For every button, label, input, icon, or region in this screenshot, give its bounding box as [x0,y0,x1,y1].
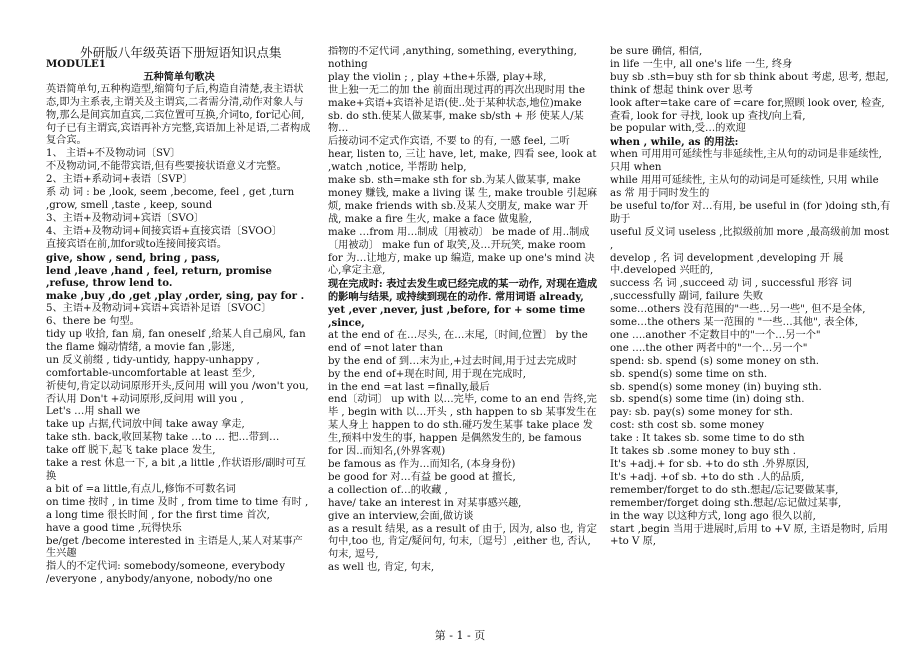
text-line: pay: sb. pay(s) some money for sth. [610,407,793,419]
text-line: as 常 用于同时发生的 [610,187,710,199]
text-line: 后接动词不定式作宾语, 不要 to 的有, 一感 feel, 二听 hear, listen to, 三让 have, let, make, 四看 see, look at ,watch ,notice, 半帮助 help, [328,136,597,174]
text-line: 1、 主语+不及物动词〔SV〕 [46,148,181,160]
text-line: 英语简单句,五种构造型,缩简句子后,构造自清楚,表主语状态,即为主系表,主谓关及主谓宾,二者需分清,动作对象人与物,那么是间宾加直宾,二宾位置可互换,介词to, for记心间,句子已有主谓宾,宾语再补方完整,宾语加上补足语,二者构成复合宾。 [46,83,311,147]
text-line: be useful to/for 对…有用, be useful in (for )doing sth,有助于 [610,200,891,225]
text-line: take off 脱下,起飞 take place 发生, [46,445,216,457]
text-line: while 用用可延续性, 主从句的动词是可延续性, 只用 while [610,175,879,187]
text-line: one ….the other 两者中的"一个…另一个" [610,342,808,354]
text-line: sb. spend(s) some money (in) buying sth. [610,381,822,393]
text-line: 直接宾语在前,加for或to连接间接宾语。 [46,238,228,250]
text-line: 现在完成时: 表过去发生或已经完成的某一动作, 对现在造成的影响与结果, 或持续到现在的动作. 常用词语 already, yet ,ever ,never, just ,before, for + some time ,since, [328,278,598,330]
text-line: have/ take an interest in 对某事感兴趣, [328,497,522,509]
text-line: when , while, as 的用法: [610,136,739,149]
text-line: by the end of+现在时间, 用于现在完成时, [328,368,527,380]
text-line: 4、主语+及物动词+间接宾语+直接宾语〔SVOO〕 [46,225,283,237]
text-line: remember/forget doing sth.想起/忘记做过某事, [610,497,842,509]
text-line: take up 占据,代词放中间 take away 拿走, [46,419,245,431]
text-line: be sure 确信, 相信, [610,46,703,57]
document-title: 外研版八年级英语下册短语知识点集 [80,45,282,60]
text-line: success 名 词 ,succeed 动 词 , successful 形容 词 ,successfully 副词, failure 失败 [610,278,852,303]
text-line: as well 也, 肯定, 句末, [328,562,435,574]
text-line: 5、主语+及物动词+宾语+宾语补足语〔SVOC〕 [46,303,272,315]
text-line: have a good time ,玩得快乐 [46,522,182,534]
text-line: make …from 用…制成〔用被动〕 be made of 用..制成〔用被动〕 make fun of 取笑,及…开玩笑, make room for 为…让地方, make up 编造, make up one's mind 决心,拿定主意, [328,226,595,277]
text-line: make+宾语+宾语补足语(使..处于某种状态,地位)make sb. do sth.使某人做某事, make sb/sth + 形 使某人/某物… [328,97,584,135]
text-line: when 可用用可延续性与非延续性,主从句的动词是非延续性,只用 when [610,149,882,174]
text-line: 2、主语+系动词+表语〔SVP〕 [46,174,193,186]
text-line: 五种简单句歌决 [143,70,215,83]
text-line: in the end =at last =finally,最后 [328,381,490,393]
column-left [46,58,312,618]
text-line: some…the others 某一范围的 "一些…其他", 表全体, [610,317,859,329]
text-line: 指物的不定代词 ,anything, something, everything, nothing [328,46,577,70]
text-line: 不及物动词,不能带宾语,但有些要接状语意义才完整。 [46,161,287,173]
text-line: play the violin ; , play +the+乐器, play+球, [328,71,547,83]
text-line: make sb. sth=make sth for sb.为某人做某事, make money 赚钱, make a living 谋 生, make trouble 引起麻烦, make friends with sb.及某人交朋友, make war 开战, make a fire 生火, make a face 做鬼脸, [328,175,598,225]
text-line: Let's …用 shall we [46,406,141,418]
text-line: be popular with,受…的欢迎 [610,123,746,135]
text-line: a long time 很长时间 , for the first time 首次, [46,509,270,521]
text-line: start ,begin 当用于进展时,后用 to +V 原, 主语是物时, 后用+to V 原, [610,523,888,548]
text-line: 6、there be 句型。 [46,316,140,328]
text-line: take : It takes sb. some time to do sth [610,433,805,445]
text-line: remember/forget to do sth.想起/忘记要做某事, [610,484,839,496]
text-line: develop , 名 词 development ,developing 开 展 中.developed 兴旺的, [610,252,844,277]
column-right [610,46,892,606]
text-line: make ,buy ,do ,get ,play ,order, sing, pay for . [46,290,305,303]
text-line: give, show , send, bring , pass, [46,251,220,264]
text-line: at the end of 在…尽头, 在…末尾,〔时间,位置〕 by the end of =not later than [328,329,588,354]
text-line: tidy up 收拾, fan 扇, fan oneself ,给某人自己扇风, fan the flame 煽动情绪, a movie fan ,影迷, [46,329,306,353]
text-line: one ….another 不定数目中的"一个…另一个" [610,329,821,341]
text-line: in the way 以这种方式, long ago 很久以前, [610,510,816,522]
text-line: 指人的不定代词: somebody/someone, everybody /everyone , anybody/anyone, nobody/no one [46,561,286,586]
text-line: take a rest 休息一下, a bit ,a little ,作状语形/副时可互换 [46,458,306,482]
text-line: 祈使句,肯定以动词原形开头,反问用 will you /won't you,否认用 Don't +动词原形,反问用 will you , [46,380,309,405]
text-line: a bit of =a little,有点儿,修饰不可数名词 [46,483,236,495]
text-line: useful 反义词 useless ,比拟级前加 more ,最高级前加 most , [610,226,890,251]
text-line: It's +adj. +of sb. +to do sth .人的品质, [610,471,805,483]
text-line: some…others 没有范围的"一些…另一些", 但不是全体, [610,304,866,316]
text-line: It's +adj.+ for sb. +to do sth .外界原因, [610,459,810,470]
text-line: in life 一生中, all one's life 一生, 终身 [610,58,793,70]
text-line: sb. spend(s) some time on sth. [610,368,768,380]
text-line: take sth. back,收回某物 take …to … 把…带到… [46,432,280,444]
page-number: 第 - 1 - 页 [434,629,486,642]
text-line: end〔动词〕 up with 以…完毕, come to an end 告终,完毕 , begin with 以…开头 , sth happen to sb 某事发生在某人身上 happen to do sth.碰巧发生某事 take place 发生,预料中发生的事, happen 是偶然发生的, be famous for 因..而知名,(外界客观) [328,394,597,458]
text-line: 系 动 词 : be ,look, seem ,become, feel , get ,turn ,grow, smell ,taste , keep, sound [46,187,295,211]
column-middle [328,46,598,606]
text-line: give an interview,会面,做访谈 [328,510,474,522]
text-line: 世上独一无二的加 the 前面出现过再的再次出现时用 the [328,84,586,96]
text-line: spend: sb. spend (s) some money on sth. [610,355,819,367]
text-line: 3、主语+及物动词+宾语〔SVO〕 [46,212,205,224]
text-line: a collection of…的收藏 , [328,484,448,496]
text-line: cost: sth cost sb. some money [610,420,765,432]
text-line: lend ,leave ,hand , feel, return, promise ,refuse, throw lend to. [46,264,272,290]
text-line: It takes sb .some money to buy sth . [610,446,796,458]
text-line: MODULE1 [46,58,106,70]
text-line: be good for 对…有益 be good at 擅长, [328,471,516,483]
text-line: on time 按时 , in time 及时 , from time to time 有时 , [46,496,309,508]
text-line: sb. spend(s) some time (in) doing sth. [610,394,805,406]
text-line: un 反义前缀 , tidy-untidy, happy-unhappy , comfortable-uncomfortable at least 至少, [46,354,260,379]
text-line: look after=take care of =care for,照顾 look over, 检查, 查看, look for 寻找, look up 查找/向上看, [610,97,885,122]
text-line: be famous as 作为…而知名, (本身身份) [328,459,516,470]
text-line: as a result 结果, as a result of 由于, 因为, also 也, 肯定句中,too 也, 肯定/疑问句, 句末,〔逗号〕,either 也, 否认, 句末, 逗号, [328,523,597,561]
text-line: buy sb .sth=buy sth for sb think about 考虑, 思考, 想起, think of 想起 think over 思考 [610,71,889,96]
text-line: by the end of 到…末为止,+过去时间,用于过去完成时 [328,355,577,367]
text-line: be/get /become interested in 主语是人,某人对某事产生兴趣 [46,535,303,560]
